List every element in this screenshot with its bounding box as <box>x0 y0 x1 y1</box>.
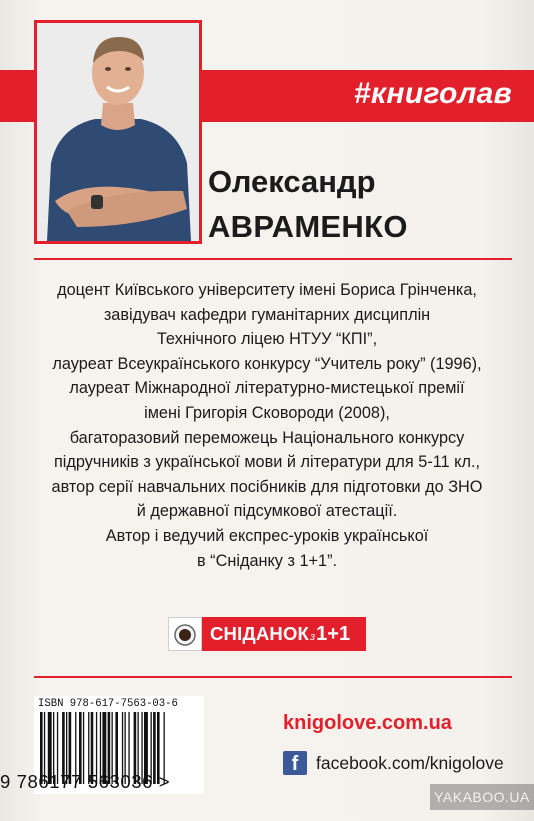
snidanok-connector: з <box>310 631 316 643</box>
author-photo <box>34 20 202 244</box>
bio-line: в “Сніданку з 1+1”. <box>196 551 338 570</box>
website-link: knigolove.com.ua <box>283 712 452 734</box>
bio-line: лауреат Всеукраїнського конкурсу “Учитель року” (1996), <box>52 354 482 373</box>
snidanok-logo <box>168 617 366 651</box>
facebook-icon: f <box>283 751 307 775</box>
isbn-label: ISBN 978-617-7563-03-6 <box>38 698 178 710</box>
bio-line: лауреат Міжнародної літературно-мистецької премії <box>69 379 465 398</box>
bio-line: багаторазовий переможець Національного конкурсу <box>69 428 465 447</box>
bio-line: автор серії навчальних посібників для підготовки до ЗНО <box>51 477 483 496</box>
watermark: YAKABOO.UA <box>430 784 534 810</box>
author-last-name: АВРАМЕНКО <box>208 209 408 244</box>
ean-digits: 9 786177 563036 > <box>0 771 171 792</box>
coffee-cup-icon <box>168 617 202 651</box>
facebook-link: facebook.com/knigolove <box>316 753 504 773</box>
author-first-name: Олександр <box>208 164 376 199</box>
bio-line: підручників з української мови й літератури для 5-11 кл., <box>53 453 481 472</box>
bio-line: Автор і ведучий експрес-уроків української <box>105 526 429 545</box>
bio-line: й державної підсумкової атестації. <box>136 502 398 521</box>
author-bio <box>20 278 514 573</box>
snidanok-bar <box>202 617 366 651</box>
snidanok-word: СНІДАНОК <box>210 623 310 644</box>
bio-line: імені Григорія Сковороди (2008), <box>144 403 390 422</box>
bio-line: завідувач кафедри гуманітарних дисциплін <box>103 305 431 324</box>
brand-hashtag: #книголав <box>353 77 512 110</box>
divider-top <box>34 258 512 260</box>
bio-line: доцент Київського університету імені Бориса Грінченка, <box>57 281 477 299</box>
bio-line: Технічного ліцею НТУУ “КПІ”, <box>156 330 378 349</box>
channel-name: 1+1 <box>316 622 351 645</box>
divider-bottom <box>34 676 512 678</box>
